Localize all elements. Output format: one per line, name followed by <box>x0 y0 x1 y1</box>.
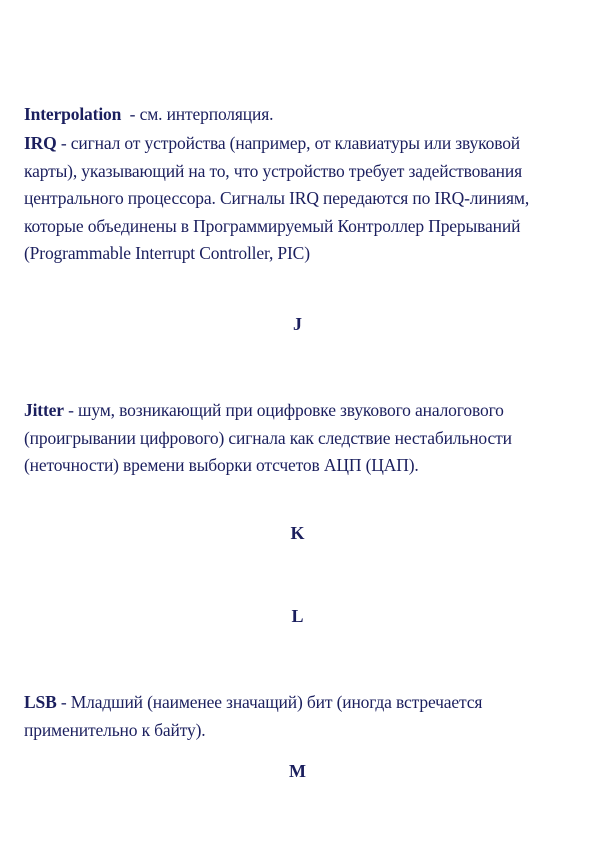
definition-interpolation: - см. интерполяция. <box>121 104 274 124</box>
definition-lsb: - Младший (наименее значащий) бит (иногда встречается применительно к байту). <box>24 692 483 740</box>
glossary-entry-interpolation <box>24 101 572 129</box>
section-letter-m: M <box>289 761 306 781</box>
term-lsb: LSB <box>24 692 57 712</box>
term-jitter: Jitter <box>24 400 64 420</box>
term-irq: IRQ <box>24 133 57 153</box>
section-letter-j: J <box>293 314 302 334</box>
term-interpolation: Interpolation <box>24 104 122 124</box>
definition-irq: - сигнал от устройства (например, от клавиатуры или звуковой карты), указывающий на то, что устройство требует задействования центрального процессора. Сигналы IRQ передаются по IRQ-линиям, которые объединены в Программируемый Контроллер Прерываний (Programmable Interrupt Controller, PIC) <box>24 133 530 263</box>
glossary-entry-lsb <box>24 689 572 744</box>
section-letter-k: K <box>290 523 305 543</box>
definition-jitter: - шум, возникающий при оцифровке звукового аналогового (проигрывании цифрового) сигнала как следствие нестабильности (неточности) времени выборки отсчетов АЦП (ЦАП). <box>24 400 512 475</box>
glossary-entry-irq <box>24 130 572 268</box>
glossary-entry-jitter <box>24 397 572 480</box>
section-letter-l: L <box>291 606 304 626</box>
